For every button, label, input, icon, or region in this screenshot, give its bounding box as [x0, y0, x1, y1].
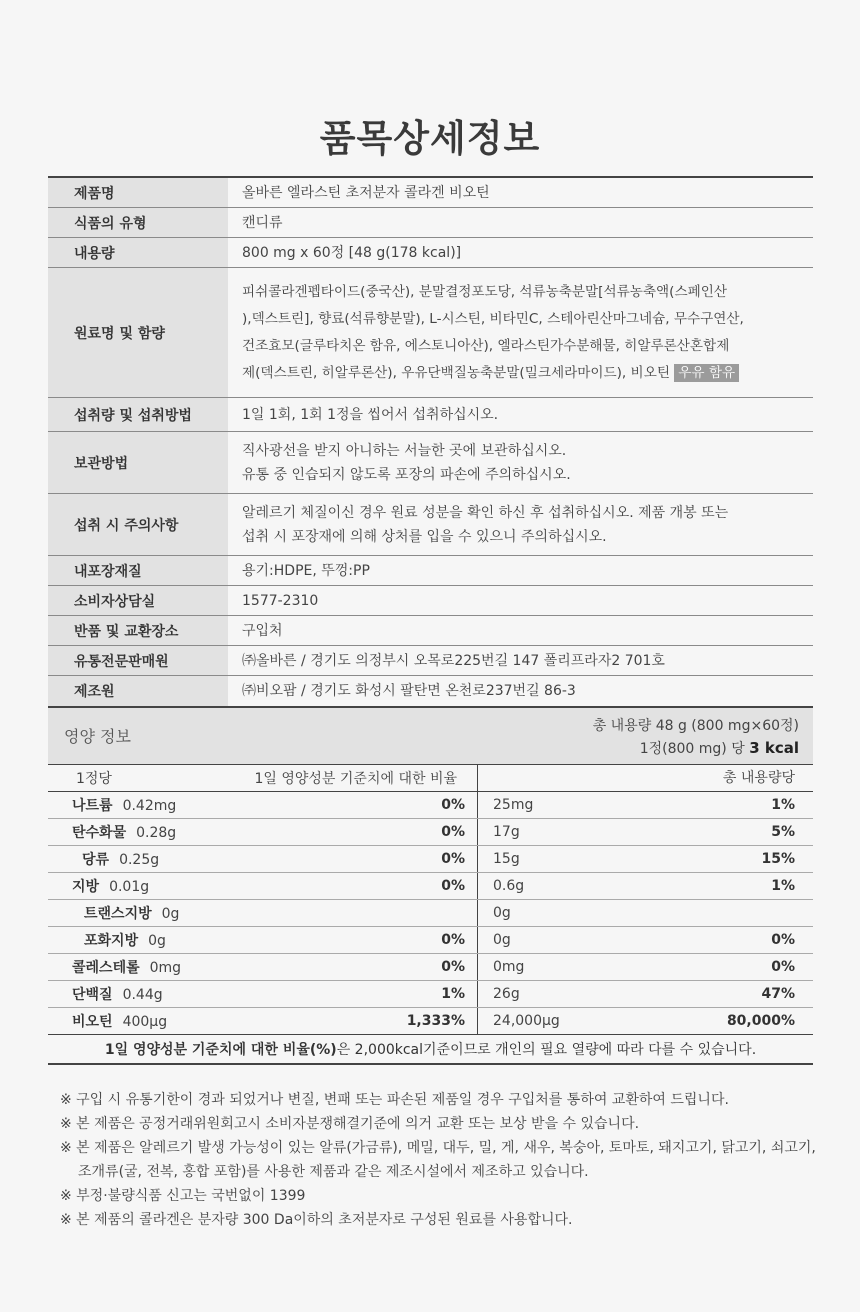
nutrient-total-amount: 0.6g [493, 878, 525, 894]
nutrition-right [478, 981, 813, 1007]
nutrient-label-group [72, 1011, 167, 1031]
nutrient-total-pct: 0% [771, 932, 795, 948]
info-value: 구입처 [242, 622, 283, 639]
nutrition-rows [48, 792, 813, 1035]
info-key: 보관방법 [48, 432, 228, 493]
nutrient-label-group [72, 957, 181, 977]
nutrient-daily-pct: 0% [441, 878, 465, 894]
ingredient-line: 건조효모(글루타치온 함유, 에스토니아산), 엘라스틴가수분해물, 히알루론산혼합제 [242, 337, 730, 354]
nutrient-total-pct: 0% [771, 959, 795, 975]
nutrient-amount: 0g [161, 906, 180, 922]
nutrient-total-amount: 24,000μg [493, 1013, 560, 1029]
nutrient-total-amount: 25mg [493, 797, 534, 813]
nutrient-label-group [72, 822, 176, 842]
notice-item: ※ 본 제품은 공정거래위원회고시 소비자분쟁해결기준에 의거 교환 또는 보상 받을 수 있습니다. [60, 1116, 640, 1132]
nutrient-daily-pct: 0% [441, 932, 465, 948]
nutrient-total-amount: 0g [493, 905, 511, 921]
info-value: 1일 1회, 1회 1정을 씹어서 섭취하십시오. [242, 406, 499, 423]
info-value [228, 494, 813, 555]
info-row-food-type [48, 208, 813, 238]
nutrition-left [48, 954, 478, 980]
nutrient-label-group [84, 930, 166, 950]
nutrient-total-amount: 0mg [493, 959, 525, 975]
info-value [228, 268, 813, 397]
info-row-manufacturer [48, 676, 813, 706]
info-value: 1577-2310 [242, 592, 319, 609]
nutrient-label-group [84, 903, 179, 923]
nutrient-total-pct: 1% [771, 797, 795, 813]
ingredient-line: ),덱스트린], 향료(석류향분말), L-시스틴, 비타민C, 스테아린산마그네슘, 무수구연산, [242, 310, 744, 327]
nutrient-total-amount: 0g [493, 932, 511, 948]
info-key: 유통전문판매원 [48, 646, 228, 675]
storage-line: 유통 중 인습되지 않도록 포장의 파손에 주의하십시오. [242, 466, 571, 483]
nutrient-name: 포화지방 [84, 933, 139, 949]
info-value: ㈜비오팜 / 경기도 화성시 팔탄면 온천로237번길 86-3 [242, 683, 576, 699]
nutrient-name: 트랜스지방 [84, 906, 152, 922]
nutrient-amount: 0.44g [122, 987, 163, 1003]
info-key: 섭취 시 주의사항 [48, 494, 228, 555]
nutrient-label-group [72, 795, 176, 815]
nutrient-total-amount: 15g [493, 851, 520, 867]
nutrition-right [478, 927, 813, 953]
nutrient-total-pct: 5% [771, 824, 795, 840]
nutrition-row [48, 792, 813, 819]
nutrient-amount: 400μg [122, 1014, 168, 1030]
info-row-storage [48, 432, 813, 494]
nutrient-daily-pct: 0% [441, 824, 465, 840]
nutrient-label-group [82, 849, 159, 869]
nutrient-total-pct: 80,000% [726, 1013, 795, 1029]
nutrient-label-group [72, 984, 163, 1004]
nutrition-left [48, 873, 478, 899]
nutrition-right [478, 873, 813, 899]
info-key: 반품 및 교환장소 [48, 616, 228, 645]
ingredient-line-text: 제(덱스트린, 히알루론산), 우유단백질농축분말(밀크세라마이드), 비오틴 [242, 364, 670, 381]
caution-line: 알레르기 체질이신 경우 원료 성분을 확인 하신 후 섭취하십시오. 제품 개봉 또는 [242, 504, 729, 521]
col-total: 총 내용량당 [722, 770, 795, 786]
nutrient-daily-pct: 1,333% [406, 1013, 465, 1029]
info-row-packaging [48, 556, 813, 586]
product-info-table [48, 176, 813, 706]
nutrition-row [48, 1008, 813, 1035]
allergen-highlight: 우유 함유 [674, 364, 739, 382]
info-value: 올바른 엘라스틴 초저분자 콜라겐 비오틴 [242, 184, 490, 201]
col-per-tablet: 1정당 [76, 771, 112, 787]
nutrition-right [478, 819, 813, 845]
nutrition-footnote [48, 1036, 813, 1065]
nutrient-name: 콜레스테롤 [72, 960, 140, 976]
info-key: 제품명 [48, 178, 228, 207]
nutrition-row [48, 873, 813, 900]
info-row-distributor [48, 646, 813, 676]
nutrient-daily-pct: 0% [441, 851, 465, 867]
nutrient-name: 단백질 [72, 987, 113, 1003]
info-key: 제조원 [48, 676, 228, 706]
nutrition-summary [593, 715, 799, 760]
nutrient-amount: 0.01g [109, 879, 150, 895]
nutrient-amount: 0.25g [119, 852, 160, 868]
nutrient-name: 탄수화물 [72, 825, 127, 841]
nutrition-row [48, 981, 813, 1008]
nutrition-right [478, 900, 813, 926]
info-row-consumer-center [48, 586, 813, 616]
per-serving-text: 1정(800 mg) 당 [639, 741, 750, 757]
notice-item: ※ 본 제품은 알레르기 발생 가능성이 있는 알류(가금류), 메밀, 대두, 밀, 게, 새우, 복숭아, 토마토, 돼지고기, 닭고기, 쇠고기, 조개류(굴, 전복, 홍합 포함)를 사용한 제품과 같은 제조시설에서 제조하고 있습니다. [60, 1140, 816, 1180]
nutrition-column-header [48, 765, 813, 792]
info-row-return [48, 616, 813, 646]
nutrient-total-amount: 26g [493, 986, 520, 1002]
notice-list [60, 1088, 820, 1232]
nutrition-row [48, 900, 813, 927]
nutrient-amount: 0.28g [136, 825, 177, 841]
nutrient-total-pct: 15% [761, 851, 795, 867]
info-key: 원료명 및 함량 [48, 268, 228, 397]
nutrition-right [478, 792, 813, 818]
notice-item: ※ 구입 시 유통기한이 경과 되었거나 변질, 변패 또는 파손된 제품일 경우 구입처를 통하여 교환하여 드립니다. [60, 1092, 729, 1108]
storage-line: 직사광선을 받지 아니하는 서늘한 곳에 보관하십시오. [242, 442, 567, 459]
info-value: 용기:HDPE, 뚜껑:PP [242, 562, 370, 579]
info-row-intake [48, 398, 813, 432]
nutrition-right [478, 1008, 813, 1034]
nutrition-right [478, 954, 813, 980]
nutrient-name: 나트륨 [72, 798, 113, 814]
nutrient-total-pct: 47% [761, 986, 795, 1002]
footnote-text: 은 2,000kcal기준이므로 개인의 필요 열량에 따라 다를 수 있습니다. [336, 1042, 757, 1058]
ingredient-line: 피쉬콜라겐펩타이드(중국산), 분말결정포도당, 석류농축분말[석류농축액(스페인산 [242, 283, 727, 300]
footnote-bold: 1일 영양성분 기준치에 대한 비율(%) [104, 1042, 337, 1058]
nutrition-row [48, 954, 813, 981]
caution-line: 섭취 시 포장재에 의해 상처를 입을 수 있으니 주의하십시오. [242, 528, 607, 545]
nutrition-per-serving [593, 737, 799, 760]
nutrient-amount: 0mg [149, 960, 182, 976]
info-value [228, 432, 813, 493]
nutrition-total: 총 내용량 48 g (800 mg×60정) [592, 718, 799, 734]
nutrient-name: 비오틴 [72, 1014, 113, 1030]
info-key: 내용량 [48, 238, 228, 267]
info-key: 섭취량 및 섭취방법 [48, 398, 228, 431]
nutrient-amount: 0g [148, 933, 166, 949]
nutrition-left [48, 819, 478, 845]
nutrient-total-amount: 17g [493, 824, 520, 840]
notice-item: ※ 부정·불량식품 신고는 국번없이 1399 [60, 1188, 306, 1204]
nutrient-total-pct: 1% [771, 878, 795, 894]
nutrition-row [48, 927, 813, 954]
info-key: 내포장재질 [48, 556, 228, 585]
ingredient-line [242, 360, 813, 387]
nutrition-left [48, 900, 478, 926]
nutrition-left [48, 981, 478, 1007]
nutrition-label: 영양 정보 [64, 727, 131, 746]
info-value: 캔디류 [242, 214, 283, 231]
nutrient-daily-pct: 0% [441, 797, 465, 813]
info-row-ingredients [48, 268, 813, 398]
info-key: 소비자상담실 [48, 586, 228, 615]
per-serving-kcal: 3 kcal [749, 739, 799, 757]
info-row-content [48, 238, 813, 268]
nutrition-col-left [48, 765, 478, 791]
info-value: ㈜올바른 / 경기도 의정부시 오목로225번길 147 폴리프라자2 701호 [242, 652, 665, 669]
info-row-caution [48, 494, 813, 556]
nutrient-label-group [72, 876, 149, 896]
col-daily-ratio: 1일 영양성분 기준치에 대한 비율 [254, 771, 457, 787]
nutrition-left [48, 1008, 478, 1034]
notice-item: ※ 본 제품의 콜라겐은 분자량 300 Da이하의 초저분자로 구성된 원료를 사용합니다. [60, 1212, 573, 1228]
nutrition-header [48, 706, 813, 765]
nutrition-left [48, 927, 478, 953]
nutrition-left [48, 792, 478, 818]
nutrient-daily-pct: 0% [441, 959, 465, 975]
nutrition-right [478, 846, 813, 872]
info-value: 800 mg x 60정 [48 g(178 kcal)] [242, 244, 462, 261]
info-row-product-name [48, 178, 813, 208]
nutrient-name: 당류 [82, 852, 110, 868]
nutrition-left [48, 846, 478, 872]
nutrient-daily-pct: 1% [441, 986, 465, 1002]
nutrient-amount: 0.42mg [122, 798, 177, 814]
page-title: 품목상세정보 [319, 117, 541, 160]
nutrition-row [48, 846, 813, 873]
nutrient-name: 지방 [72, 879, 100, 895]
nutrition-row [48, 819, 813, 846]
info-key: 식품의 유형 [48, 208, 228, 237]
